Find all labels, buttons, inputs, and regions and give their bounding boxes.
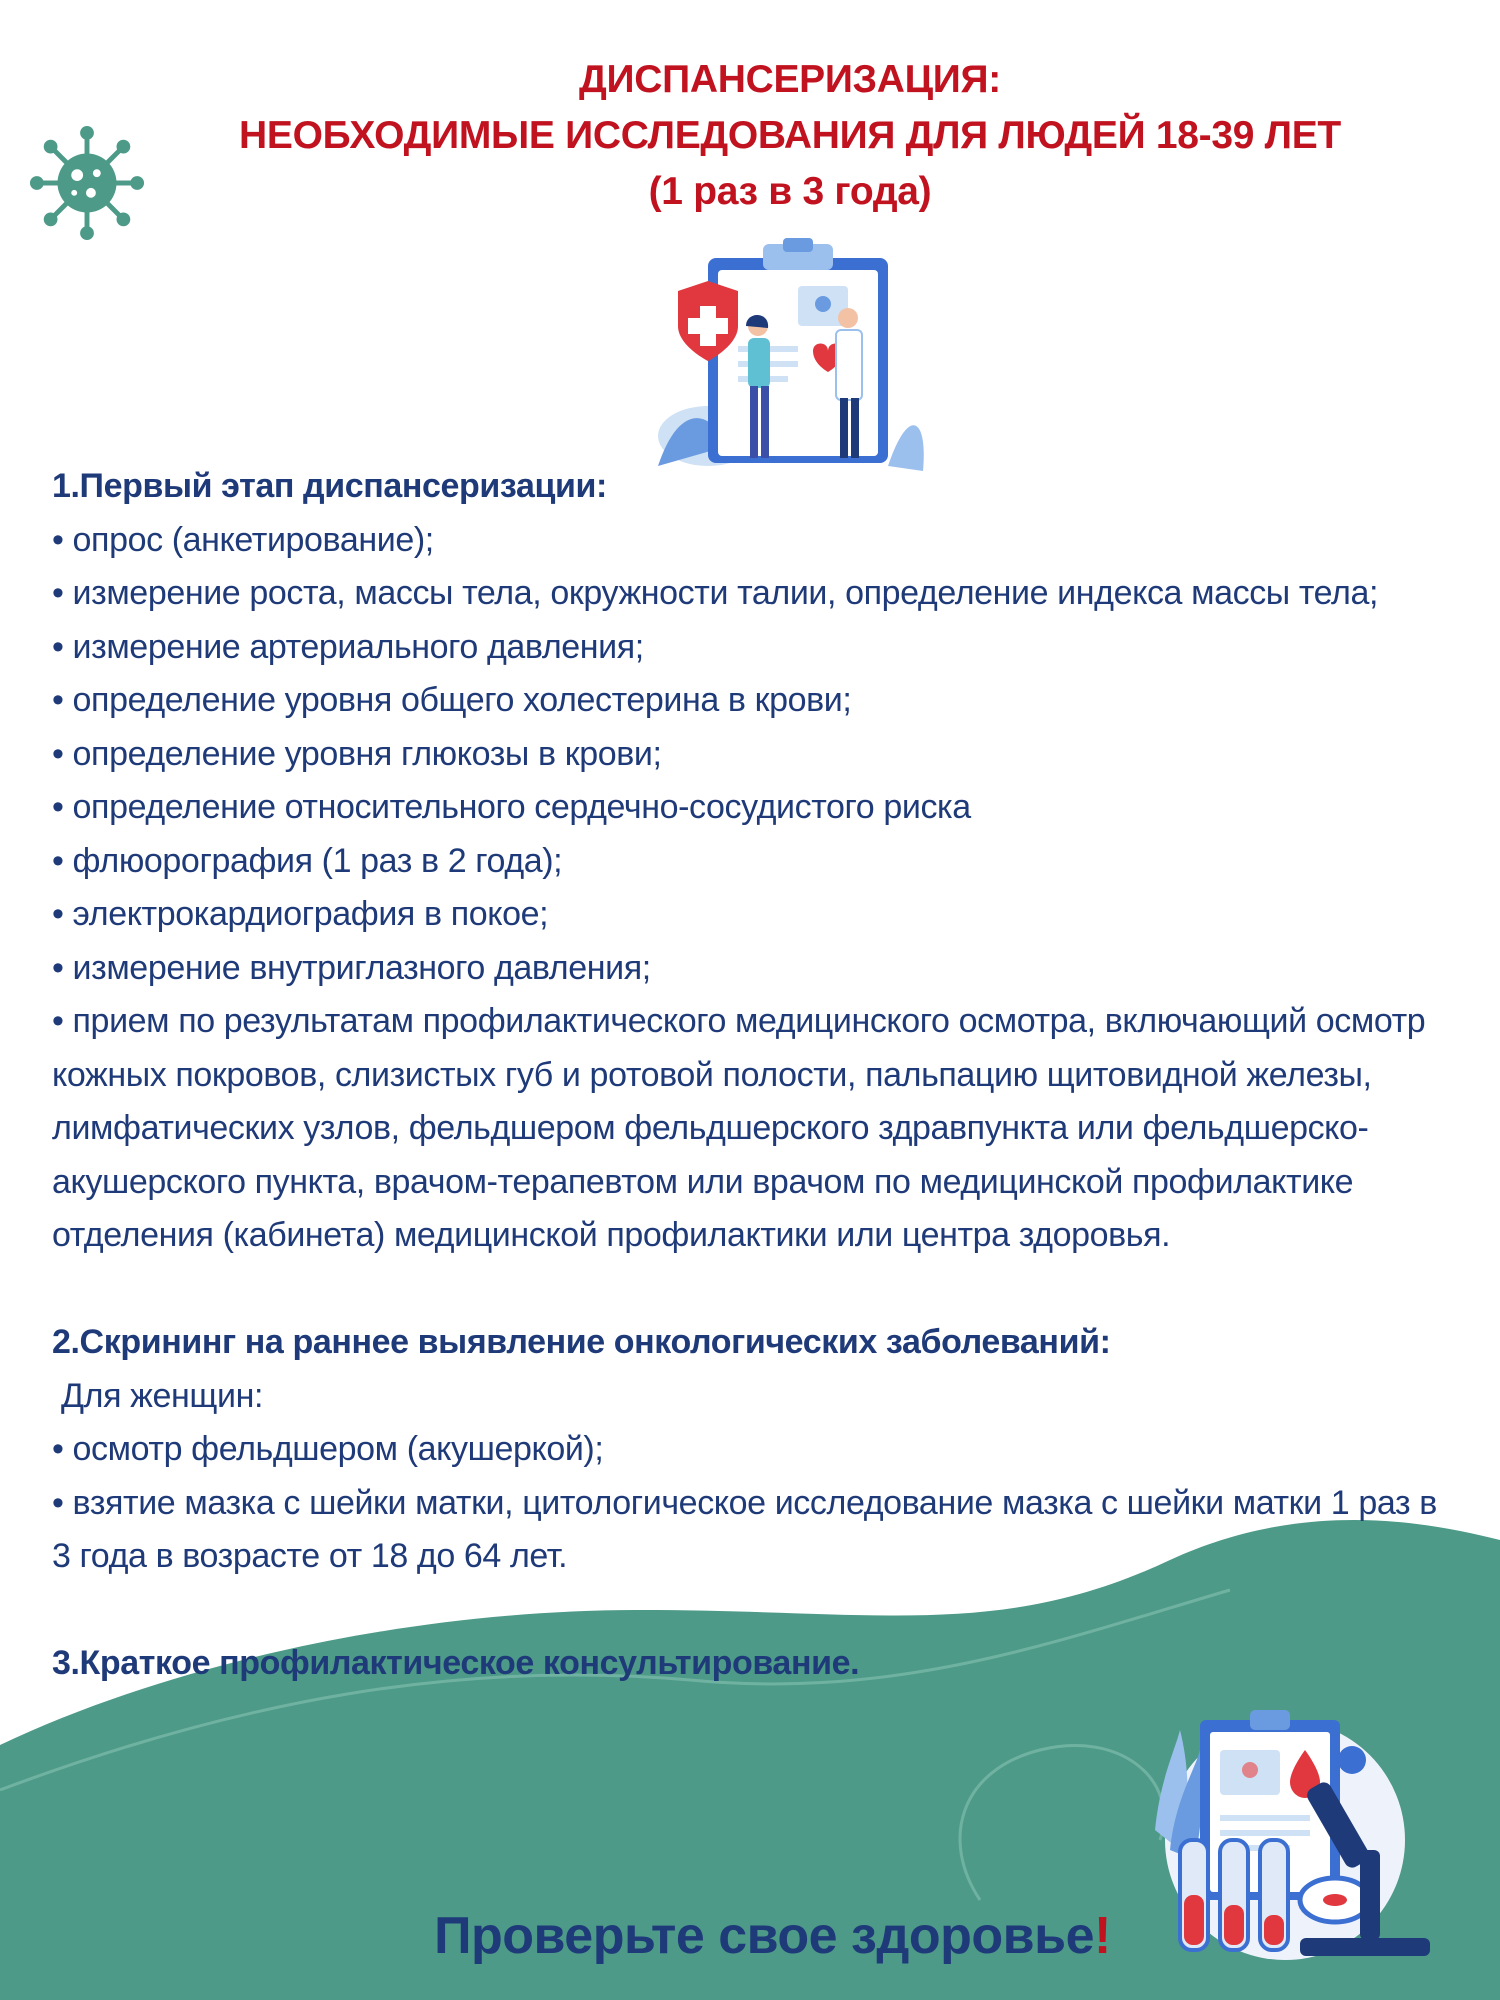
list-item: • определение уровня общего холестерина в крови; <box>52 681 852 719</box>
spacer <box>52 1263 1462 1317</box>
list-item: • взятие мазка с шейки матки, цитологическое исследование мазка с шейки матки 1 раз в 3 года в возрасте от 18 до 64 лет. <box>52 1483 1437 1575</box>
list-item: • прием по результатам профилактического медицинского осмотра, включающий осмотр кожных покровов, слизистых губ и ротовой полости, пальпацию щитовидной железы, лимфатических узлов, фельдшером фельдшерского здравпункта или фельдшерско-акушерского пункта, врачом-терапевтом или врачом по медицинской профилактике отделения (кабинета) медицинской профилактики или центра здоровья. <box>52 1002 1426 1254</box>
virus-icon <box>28 124 146 242</box>
section3-title: 3.Краткое профилактическое консультирование. <box>52 1644 860 1682</box>
list-item: • измерение роста, массы тела, окружности талии, определение индекса массы тела; <box>52 574 1379 612</box>
list-item: • опрос (анкетирование); <box>52 520 434 559</box>
list-item: • флюорография (1 раз в 2 года); <box>52 841 563 880</box>
list-item: • измерение артериального давления; <box>52 627 644 666</box>
call-to-action <box>0 1905 1500 1967</box>
list-item: • осмотр фельдшером (акушеркой); <box>52 1430 604 1468</box>
spacer <box>52 1584 1462 1638</box>
list-item: • электрокардиография в покое; <box>52 895 549 933</box>
page-title <box>150 52 1430 220</box>
doctor-patient-illustration <box>648 236 933 481</box>
title-line-1: ДИСПАНСЕРИЗАЦИЯ: <box>579 58 1001 101</box>
list-item: • измерение внутриглазного давления; <box>52 948 651 987</box>
title-line-3: (1 раз в 3 года) <box>648 170 932 213</box>
main-content <box>52 460 1462 1691</box>
list-item: • определение уровня глюкозы в крови; <box>52 734 662 773</box>
title-line-2: НЕОБХОДИМЫЕ ИССЛЕДОВАНИЯ ДЛЯ ЛЮДЕЙ 18-39 ЛЕТ <box>239 114 1341 157</box>
cta-exclamation: ! <box>1094 1907 1111 1965</box>
section1-title: 1.Первый этап диспансеризации: <box>52 467 607 505</box>
cta-text: Проверьте свое здоровье <box>434 1907 1095 1965</box>
section2-title: 2.Скрининг на раннее выявление онкологических заболеваний: <box>52 1323 1111 1361</box>
list-item: • определение относительного сердечно-сосудистого риска <box>52 788 971 826</box>
cta-wrapper <box>434 1905 1111 1967</box>
section2-subtitle: Для женщин: <box>52 1376 263 1415</box>
